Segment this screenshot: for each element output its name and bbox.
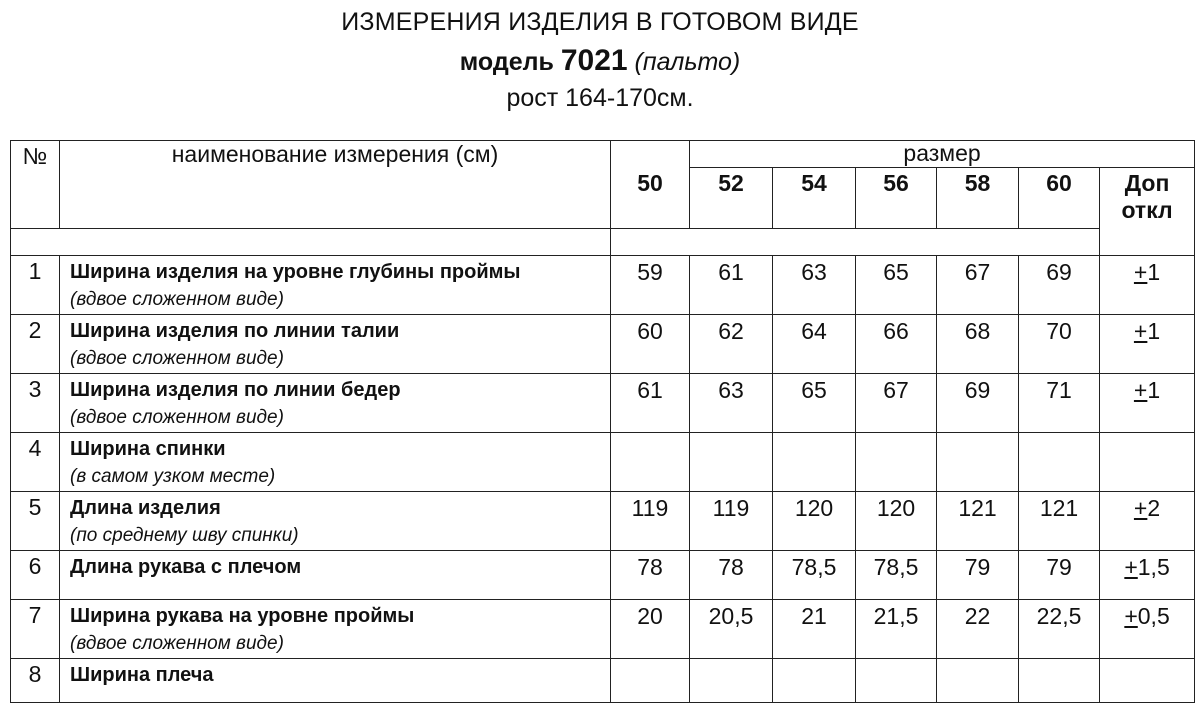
size-value: 78 — [690, 551, 773, 600]
size-header: 54 — [773, 168, 856, 229]
size-value — [1019, 433, 1100, 492]
size-value: 63 — [690, 374, 773, 433]
measurement-name-cell — [60, 433, 611, 492]
measurement-note: (вдвое сложенном виде) — [70, 633, 284, 654]
size-value: 61 — [611, 374, 690, 433]
size-header: 56 — [856, 168, 937, 229]
tolerance-value — [1100, 551, 1195, 600]
table-row — [11, 256, 1195, 315]
size-value — [611, 659, 690, 703]
measurement-name: Ширина изделия по линии бедер — [70, 379, 401, 401]
measurement-name-cell — [60, 600, 611, 659]
tolerance-value — [1100, 600, 1195, 659]
tolerance-value — [1100, 492, 1195, 551]
size-value: 65 — [856, 256, 937, 315]
size-value: 121 — [1019, 492, 1100, 551]
size-value — [856, 659, 937, 703]
plus-minus-sign: + — [1124, 603, 1138, 629]
size-value — [937, 659, 1019, 703]
tolerance-number: 1,5 — [1137, 554, 1170, 580]
tolerance-value — [1100, 256, 1195, 315]
model-label: модель — [459, 48, 554, 76]
size-value: 67 — [937, 256, 1019, 315]
size-value: 21,5 — [856, 600, 937, 659]
table-row — [11, 659, 1195, 703]
tolerance-header: Доп откл — [1100, 168, 1195, 256]
title-model — [0, 44, 1200, 78]
size-value: 120 — [856, 492, 937, 551]
measurement-note: (вдвое сложенном виде) — [70, 348, 284, 369]
size-value: 71 — [1019, 374, 1100, 433]
tolerance-number: 2 — [1147, 495, 1161, 521]
gap-cell — [611, 229, 1100, 256]
size-value: 67 — [856, 374, 937, 433]
size-value: 66 — [856, 315, 937, 374]
model-kind: (пальто) — [634, 48, 741, 76]
tolerance-value — [1100, 374, 1195, 433]
plus-minus-sign: + — [1133, 259, 1148, 285]
size-value: 78,5 — [773, 551, 856, 600]
row-number: 7 — [11, 600, 60, 659]
size-value — [937, 433, 1019, 492]
measurement-name: Ширина изделия на уровне глубины проймы — [70, 261, 521, 283]
row-number: 2 — [11, 315, 60, 374]
row-number: 5 — [11, 492, 60, 551]
tolerance-number: 1 — [1147, 377, 1161, 403]
title-height: рост 164-170см. — [506, 84, 694, 112]
measurement-name: Ширина изделия по линии талии — [70, 320, 400, 342]
size-group-header: размер — [690, 141, 1195, 168]
size-value — [1019, 659, 1100, 703]
size-value: 20 — [611, 600, 690, 659]
plus-minus-sign: + — [1133, 377, 1148, 403]
size-value: 60 — [611, 315, 690, 374]
size-value: 21 — [773, 600, 856, 659]
table-row — [11, 374, 1195, 433]
measurement-name: Длина рукава с плечом — [70, 556, 302, 578]
tolerance-value — [1100, 315, 1195, 374]
row-number: 8 — [11, 659, 60, 703]
measurement-name-cell — [60, 551, 611, 600]
measurement-name: Ширина спинки — [70, 438, 226, 460]
size-value: 65 — [773, 374, 856, 433]
size-value: 120 — [773, 492, 856, 551]
size-value: 119 — [690, 492, 773, 551]
size-value: 79 — [937, 551, 1019, 600]
size-value: 70 — [1019, 315, 1100, 374]
plus-minus-sign: + — [1124, 554, 1138, 580]
size-value: 69 — [937, 374, 1019, 433]
size-value: 59 — [611, 256, 690, 315]
size-value: 121 — [937, 492, 1019, 551]
size-value: 119 — [611, 492, 690, 551]
size-value — [611, 433, 690, 492]
measurement-name-cell — [60, 492, 611, 551]
col-num-header: № — [11, 141, 60, 229]
measurement-name-cell — [60, 315, 611, 374]
table-row — [11, 492, 1195, 551]
row-number: 6 — [11, 551, 60, 600]
measurement-name-cell — [60, 374, 611, 433]
size-value: 79 — [1019, 551, 1100, 600]
size-value — [773, 433, 856, 492]
size-value: 20,5 — [690, 600, 773, 659]
measurements-table — [10, 140, 1195, 703]
tolerance-number: 0,5 — [1137, 603, 1170, 629]
size-header: 58 — [937, 168, 1019, 229]
title-line-1: ИЗМЕРЕНИЯ ИЗДЕЛИЯ В ГОТОВОМ ВИДЕ — [341, 8, 859, 36]
measurement-note: (в самом узком месте) — [70, 466, 276, 487]
measurement-name: Ширина рукава на уровне проймы — [70, 605, 415, 627]
size-header: 60 — [1019, 168, 1100, 229]
size-value: 69 — [1019, 256, 1100, 315]
measurement-name: Длина изделия — [70, 497, 221, 519]
measurement-name: Ширина плеча — [70, 664, 214, 686]
tolerance-value — [1100, 659, 1195, 703]
size-value: 62 — [690, 315, 773, 374]
size-header: 52 — [690, 168, 773, 229]
table-row — [11, 315, 1195, 374]
table-row — [11, 433, 1195, 492]
size-value — [690, 659, 773, 703]
size-value — [690, 433, 773, 492]
size-header: 50 — [611, 168, 690, 229]
size-value: 63 — [773, 256, 856, 315]
col-name-header: наименование измерения (см) — [60, 141, 611, 229]
tolerance-value — [1100, 433, 1195, 492]
row-number: 3 — [11, 374, 60, 433]
size-value: 78,5 — [856, 551, 937, 600]
table-row — [11, 600, 1195, 659]
size-value — [773, 659, 856, 703]
size-value: 78 — [611, 551, 690, 600]
measurement-name-cell — [60, 659, 611, 703]
tolerance-number: 1 — [1147, 259, 1161, 285]
measurement-note: (по среднему шву спинки) — [70, 525, 299, 546]
tolerance-number: 1 — [1147, 318, 1161, 344]
plus-minus-sign: + — [1133, 318, 1148, 344]
gap-cell — [11, 229, 611, 256]
size-value — [856, 433, 937, 492]
size-value: 22,5 — [1019, 600, 1100, 659]
measurement-name-cell — [60, 256, 611, 315]
measurement-note: (вдвое сложенном виде) — [70, 289, 284, 310]
size-value: 64 — [773, 315, 856, 374]
model-number: 7021 — [560, 44, 628, 77]
size-value: 68 — [937, 315, 1019, 374]
measurement-note: (вдвое сложенном виде) — [70, 407, 284, 428]
row-number: 4 — [11, 433, 60, 492]
plus-minus-sign: + — [1133, 495, 1148, 521]
size-value: 22 — [937, 600, 1019, 659]
size-value: 61 — [690, 256, 773, 315]
table-row — [11, 551, 1195, 600]
row-number: 1 — [11, 256, 60, 315]
